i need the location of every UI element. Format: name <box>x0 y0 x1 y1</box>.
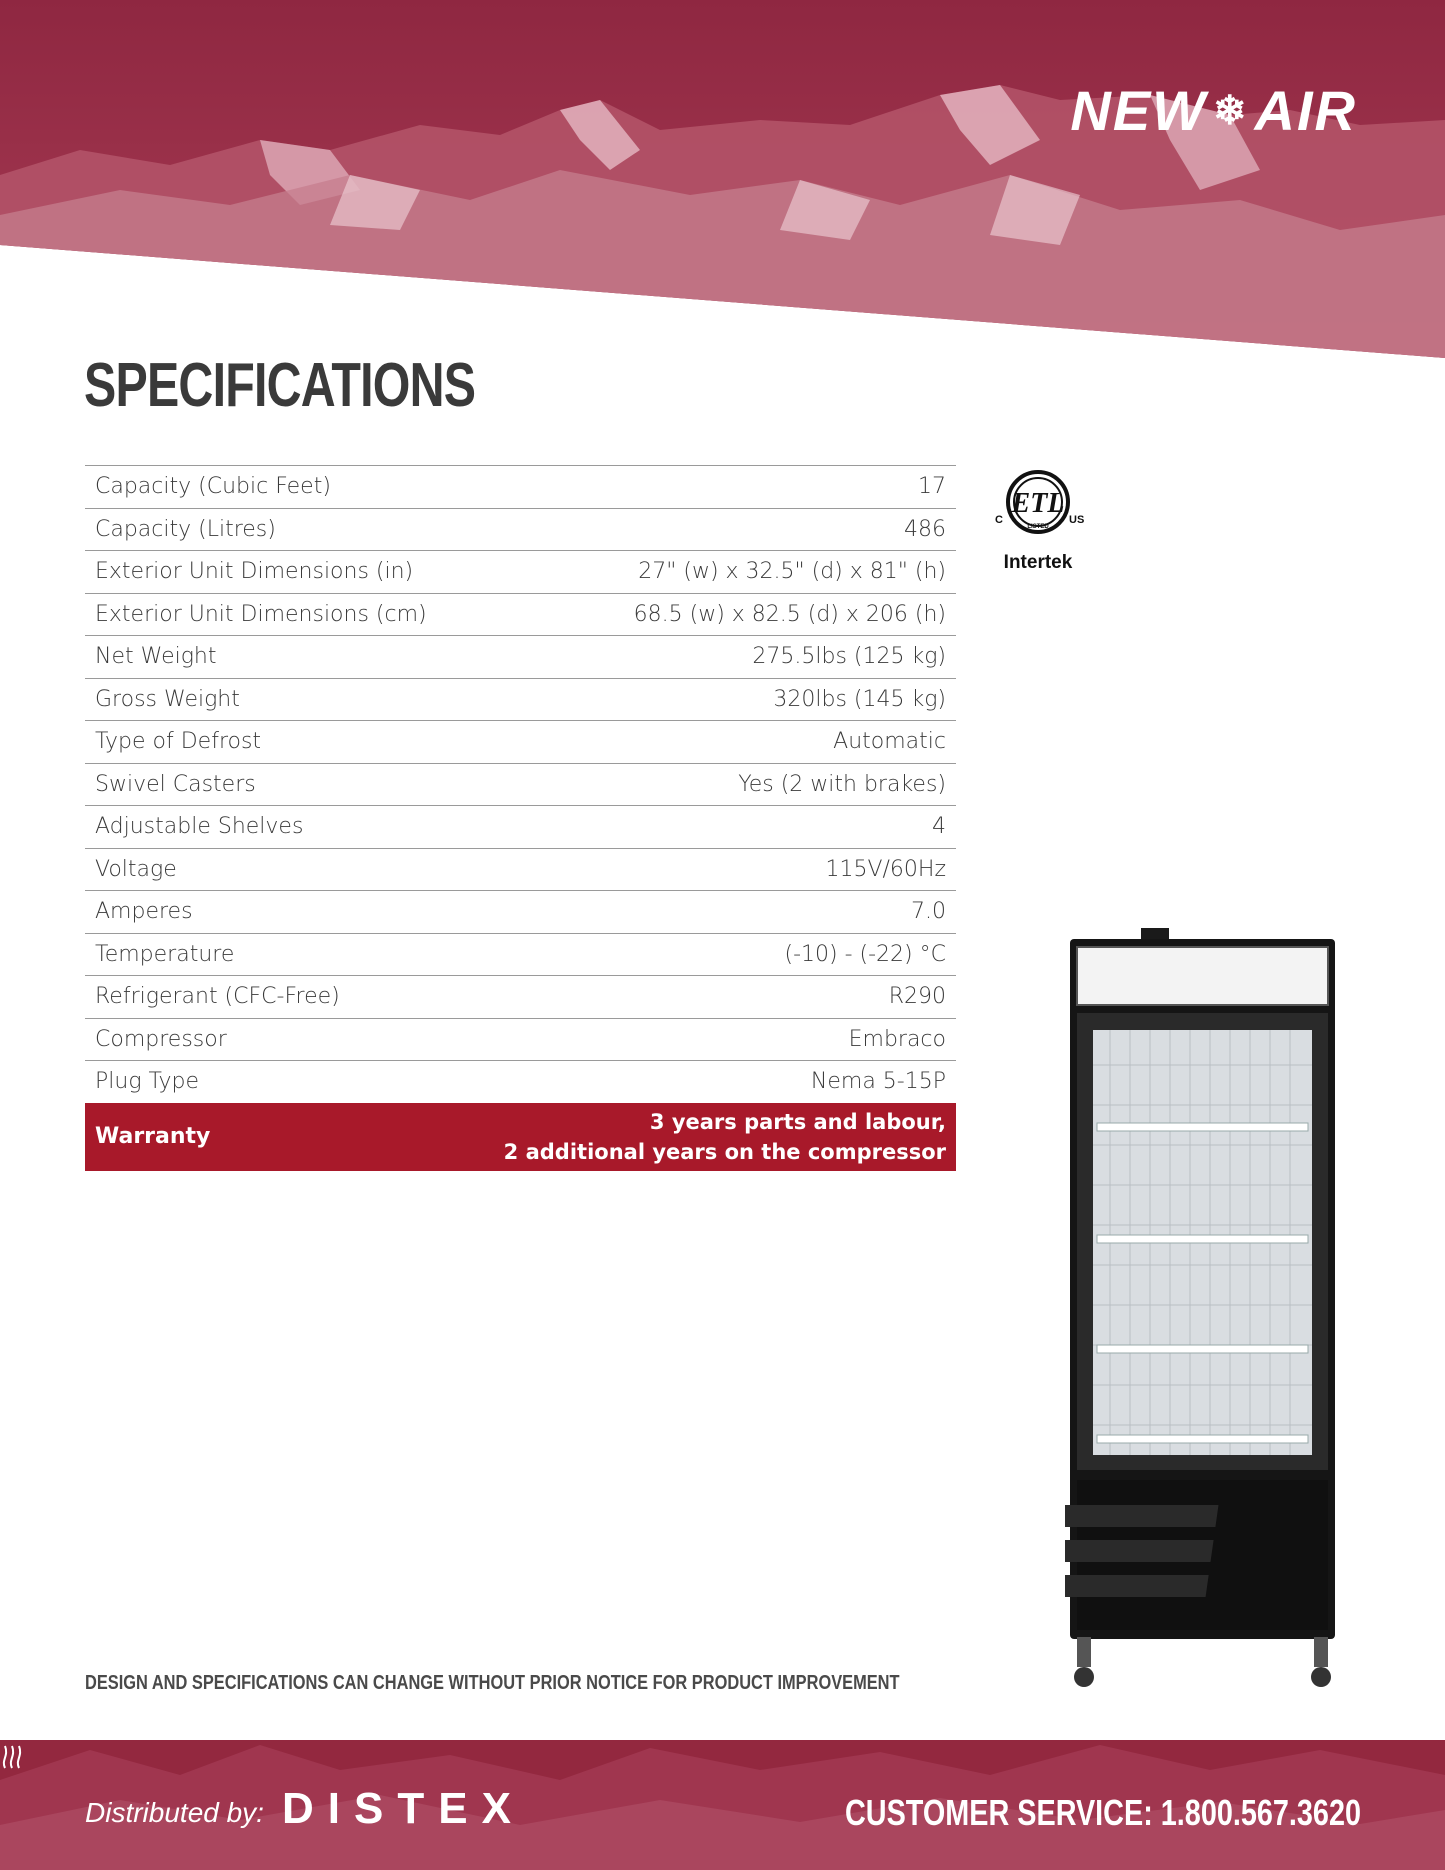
spec-value: 4 <box>461 806 956 849</box>
etl-listed-text: LISTED <box>1027 524 1049 530</box>
spec-row <box>85 1018 956 1061</box>
spec-value: 275.5lbs (125 kg) <box>461 636 956 679</box>
spec-label: Type of Defrost <box>85 721 461 764</box>
freezer-product-image <box>1065 925 1340 1705</box>
warranty-value <box>461 1103 956 1171</box>
spec-label: Refrigerant (CFC-Free) <box>85 976 461 1019</box>
spec-label: Swivel Casters <box>85 763 461 806</box>
intertek-label: Intertek <box>1003 552 1073 573</box>
spec-value: Nema 5-15P <box>461 1061 956 1103</box>
spec-value: 17 <box>461 466 956 509</box>
distributed-by-label: Distributed by: <box>85 1797 264 1828</box>
footer-banner <box>0 1740 1445 1870</box>
etl-mark-text: ETL <box>1011 488 1065 519</box>
spec-value: 27" (w) x 32.5" (d) x 81" (h) <box>461 551 956 594</box>
distex-logo: DISTEX <box>282 1784 525 1833</box>
spec-label: Exterior Unit Dimensions (in) <box>85 551 461 594</box>
spec-row <box>85 636 956 679</box>
spec-row <box>85 891 956 934</box>
spec-row <box>85 976 956 1019</box>
spec-row <box>85 466 956 509</box>
spec-label: Capacity (Cubic Feet) <box>85 466 461 509</box>
spec-label: Exterior Unit Dimensions (cm) <box>85 593 461 636</box>
spec-row <box>85 933 956 976</box>
warranty-line-1: 3 years parts and labour, <box>649 1109 946 1134</box>
spec-row <box>85 1061 956 1103</box>
snowflake-icon: ❄ <box>1213 88 1249 133</box>
spec-row <box>85 593 956 636</box>
spec-row <box>85 806 956 849</box>
page-title: SPECIFICATIONS <box>84 351 476 420</box>
spec-row <box>85 551 956 594</box>
steam-icon <box>0 1740 24 1770</box>
spec-value: 68.5 (w) x 82.5 (d) x 206 (h) <box>461 593 956 636</box>
spec-row <box>85 721 956 764</box>
spec-label: Net Weight <box>85 636 461 679</box>
spec-row <box>85 508 956 551</box>
brand-name-left: NEW <box>1070 79 1208 142</box>
brand-logo <box>1070 78 1357 143</box>
spec-table-body <box>85 466 956 1171</box>
brand-name-right: AIR <box>1254 79 1357 142</box>
spec-value: Embraco <box>461 1018 956 1061</box>
spec-value: Yes (2 with brakes) <box>461 763 956 806</box>
spec-row <box>85 763 956 806</box>
warranty-label: Warranty <box>85 1103 461 1171</box>
spec-row <box>85 678 956 721</box>
header-banner <box>0 0 1445 360</box>
spec-table <box>85 465 956 1171</box>
spec-label: Compressor <box>85 1018 461 1061</box>
spec-row <box>85 848 956 891</box>
spec-label: Voltage <box>85 848 461 891</box>
etl-c-text: C <box>995 514 1003 526</box>
spec-label: Temperature <box>85 933 461 976</box>
spec-value: R290 <box>461 976 956 1019</box>
spec-label: Capacity (Litres) <box>85 508 461 551</box>
spec-value: 7.0 <box>461 891 956 934</box>
etl-us-text: US <box>1069 514 1085 526</box>
spec-label: Adjustable Shelves <box>85 806 461 849</box>
warranty-row <box>85 1103 956 1171</box>
spec-label: Gross Weight <box>85 678 461 721</box>
customer-service-phone: CUSTOMER SERVICE: 1.800.567.3620 <box>845 1792 1361 1833</box>
spec-value: 320lbs (145 kg) <box>461 678 956 721</box>
spec-value: (-10) - (-22) °C <box>461 933 956 976</box>
mountain-banner-graphic <box>0 0 1445 360</box>
spec-value: Automatic <box>461 721 956 764</box>
spec-value: 486 <box>461 508 956 551</box>
spec-label: Amperes <box>85 891 461 934</box>
disclaimer-text: DESIGN AND SPECIFICATIONS CAN CHANGE WITHOUT PRIOR NOTICE FOR PRODUCT IMPROVEMENT <box>85 1672 900 1694</box>
spec-label: Plug Type <box>85 1061 461 1103</box>
spec-value: 115V/60Hz <box>461 848 956 891</box>
warranty-line-2: 2 additional years on the compressor <box>503 1139 946 1164</box>
